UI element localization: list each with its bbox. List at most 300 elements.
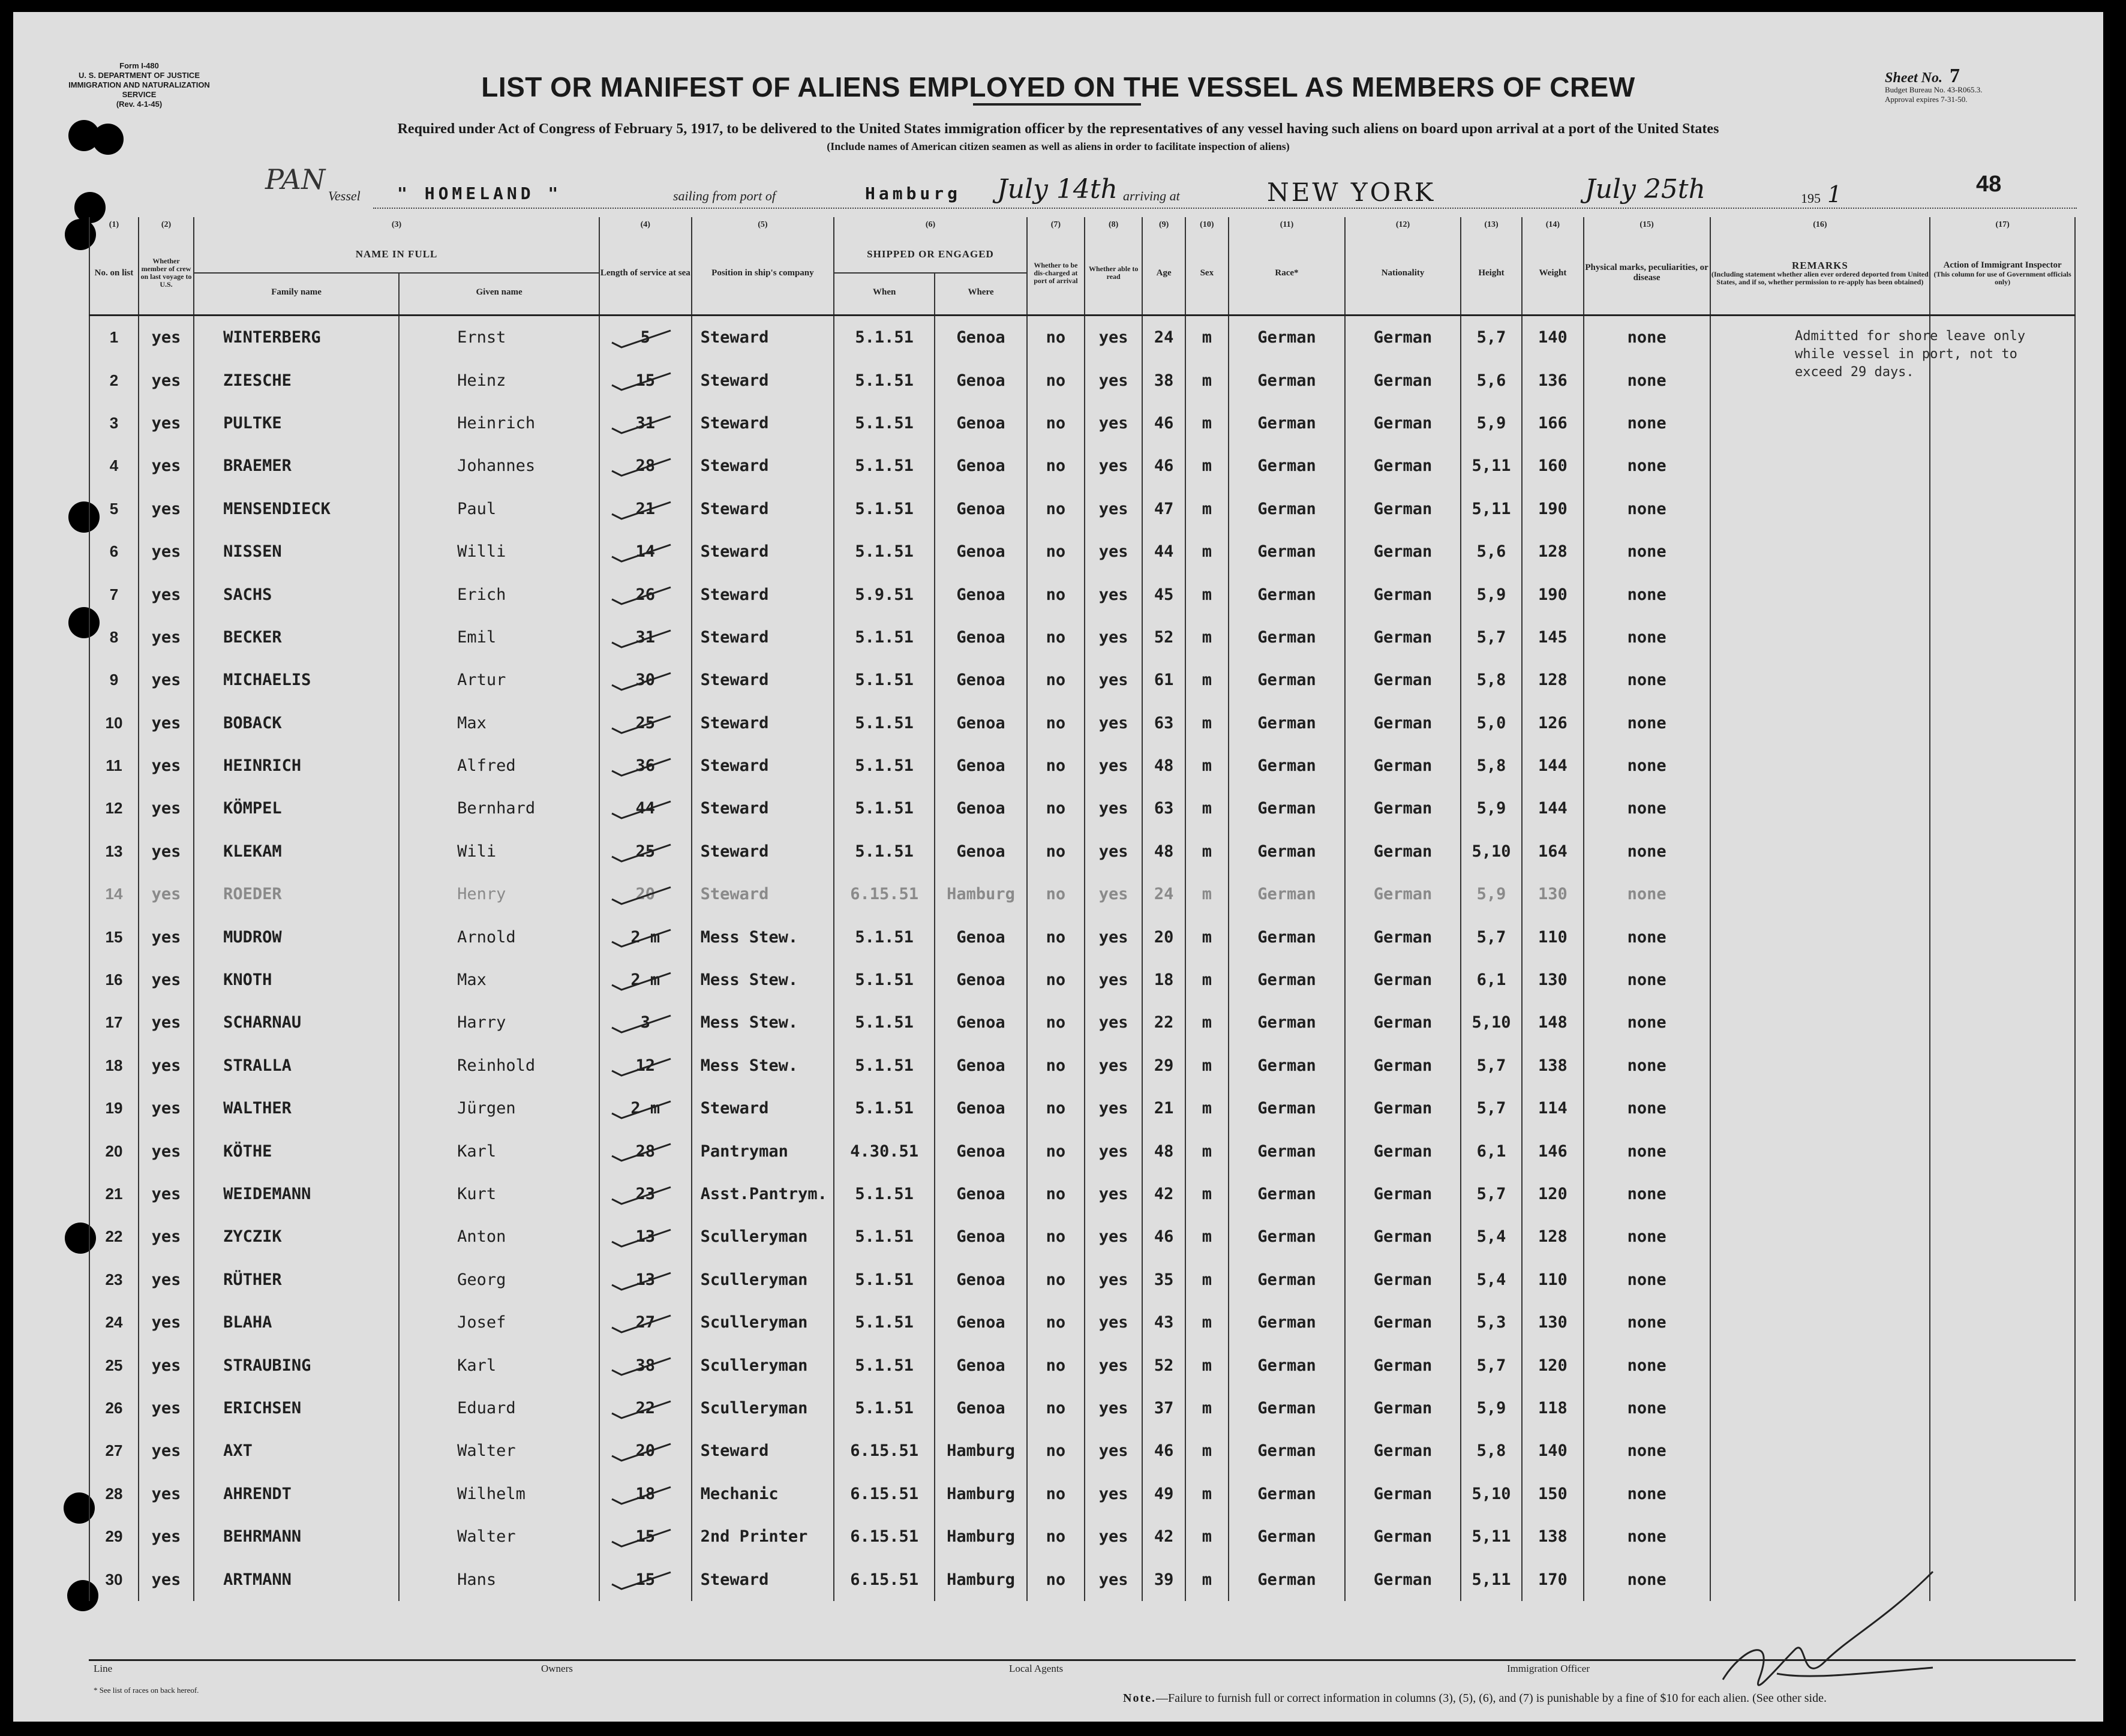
shipped-when-cell: 5.1.51 bbox=[834, 1259, 935, 1301]
shipped-when-cell: 5.1.51 bbox=[834, 830, 935, 873]
header-length-service: Length of service at sea bbox=[599, 235, 692, 311]
table-row bbox=[89, 702, 2075, 744]
departure-port: Hamburg bbox=[865, 184, 962, 203]
header-whether-member: Whether member of crew on last voyage to U.S. bbox=[139, 235, 194, 311]
remarks-cell bbox=[1710, 702, 1930, 744]
col-num-15: (15) bbox=[1584, 217, 1710, 235]
action-cell bbox=[1930, 444, 2075, 487]
length-service-cell bbox=[599, 959, 692, 1001]
nationality-cell: German bbox=[1345, 359, 1461, 401]
shipped-when-cell: 6.15.51 bbox=[834, 1515, 935, 1558]
physical-marks-cell: none bbox=[1584, 702, 1710, 744]
race-cell: German bbox=[1229, 659, 1346, 701]
shipped-when-cell: 6.15.51 bbox=[834, 873, 935, 915]
discharged-cell: no bbox=[1027, 1344, 1085, 1386]
shipped-where-cell: Genoa bbox=[935, 915, 1027, 958]
nationality-cell: German bbox=[1345, 1259, 1461, 1301]
family-name-cell: SCHARNAU bbox=[194, 1001, 399, 1044]
position-cell: Steward bbox=[692, 787, 834, 830]
given-name-cell: Ernst bbox=[399, 316, 599, 359]
footer-officer-label: Immigration Officer bbox=[1507, 1663, 1590, 1674]
age-cell: 52 bbox=[1142, 616, 1185, 659]
age-cell: 61 bbox=[1142, 659, 1185, 701]
able-read-cell: yes bbox=[1085, 1515, 1142, 1558]
remarks-cell bbox=[1710, 873, 1930, 915]
length-value: 30 bbox=[635, 671, 656, 690]
sheet-number-label: Sheet No. bbox=[1885, 70, 1942, 86]
sex-cell: m bbox=[1185, 1173, 1229, 1215]
sex-cell: m bbox=[1185, 1558, 1229, 1600]
able-read-cell: yes bbox=[1085, 1301, 1142, 1344]
length-value: 25 bbox=[635, 713, 656, 732]
family-name-cell: BOBACK bbox=[194, 702, 399, 744]
length-service-cell bbox=[599, 1558, 692, 1600]
remarks-line: exceed 29 days. bbox=[1795, 365, 1914, 380]
position-cell: 2nd Printer bbox=[692, 1515, 834, 1558]
remarks-cell bbox=[1710, 1259, 1930, 1301]
row-number: 12 bbox=[89, 787, 139, 830]
member-cell: yes bbox=[139, 830, 194, 873]
vessel-line-rule bbox=[373, 208, 2077, 209]
row-number: 9 bbox=[89, 659, 139, 701]
position-cell: Steward bbox=[692, 444, 834, 487]
position-cell: Mess Stew. bbox=[692, 1001, 834, 1044]
crew-manifest-table bbox=[89, 217, 2076, 1601]
sex-cell: m bbox=[1185, 616, 1229, 659]
given-name-cell: Johannes bbox=[399, 444, 599, 487]
table-row bbox=[89, 1301, 2075, 1344]
col-num-1: (1) bbox=[89, 217, 139, 235]
position-cell: Sculleryman bbox=[692, 1215, 834, 1258]
able-read-cell: yes bbox=[1085, 1173, 1142, 1215]
physical-marks-cell: none bbox=[1584, 1044, 1710, 1087]
height-cell: 5,6 bbox=[1461, 359, 1522, 401]
table-row bbox=[89, 1087, 2075, 1130]
age-cell: 46 bbox=[1142, 402, 1185, 444]
able-read-cell: yes bbox=[1085, 959, 1142, 1001]
given-name-cell: Alfred bbox=[399, 744, 599, 787]
weight-cell: 128 bbox=[1522, 530, 1583, 573]
remarks-cell bbox=[1710, 573, 1930, 615]
weight-cell: 130 bbox=[1522, 1301, 1583, 1344]
nationality-cell: German bbox=[1345, 1087, 1461, 1130]
header-action-title: Action of Immigrant Inspector bbox=[1943, 260, 2062, 270]
length-value: 21 bbox=[635, 499, 656, 518]
table-row bbox=[89, 488, 2075, 530]
member-cell: yes bbox=[139, 1515, 194, 1558]
length-value: 38 bbox=[635, 1356, 656, 1375]
row-number: 28 bbox=[89, 1473, 139, 1515]
weight-cell: 166 bbox=[1522, 402, 1583, 444]
weight-cell: 146 bbox=[1522, 1130, 1583, 1172]
table-row bbox=[89, 1130, 2075, 1172]
table-row bbox=[89, 659, 2075, 701]
family-name-cell: WEIDEMANN bbox=[194, 1173, 399, 1215]
position-cell: Steward bbox=[692, 359, 834, 401]
length-service-cell bbox=[599, 359, 692, 401]
given-name-cell: Heinrich bbox=[399, 402, 599, 444]
remarks-cell bbox=[1710, 1473, 1930, 1515]
able-read-cell: yes bbox=[1085, 616, 1142, 659]
table-row bbox=[89, 1044, 2075, 1087]
length-value: 28 bbox=[635, 456, 656, 476]
discharged-cell: no bbox=[1027, 1473, 1085, 1515]
sex-cell: m bbox=[1185, 1429, 1229, 1472]
height-cell: 5,11 bbox=[1461, 444, 1522, 487]
family-name-cell: NISSEN bbox=[194, 530, 399, 573]
discharged-cell: no bbox=[1027, 1001, 1085, 1044]
position-cell: Steward bbox=[692, 1087, 834, 1130]
physical-marks-cell: none bbox=[1584, 444, 1710, 487]
position-cell: Steward bbox=[692, 1558, 834, 1600]
weight-cell: 148 bbox=[1522, 1001, 1583, 1044]
physical-marks-cell: none bbox=[1584, 1087, 1710, 1130]
given-name-cell: Henry bbox=[399, 873, 599, 915]
race-cell: German bbox=[1229, 488, 1346, 530]
header-remarks-note: (Including statement whether alien ever ordered deported from United States, and if so, whether permission to re-apply has been obtained) bbox=[1711, 269, 1929, 286]
department-name: U. S. DEPARTMENT OF JUSTICE bbox=[79, 71, 200, 80]
given-name-cell: Erich bbox=[399, 573, 599, 615]
sex-cell: m bbox=[1185, 444, 1229, 487]
weight-cell: 144 bbox=[1522, 744, 1583, 787]
nationality-cell: German bbox=[1345, 1429, 1461, 1472]
year-suffix: 1 bbox=[1827, 181, 1842, 208]
race-cell: German bbox=[1229, 830, 1346, 873]
sex-cell: m bbox=[1185, 488, 1229, 530]
action-cell bbox=[1930, 830, 2075, 873]
action-cell bbox=[1930, 1044, 2075, 1087]
age-cell: 48 bbox=[1142, 744, 1185, 787]
given-name-cell: Kurt bbox=[399, 1173, 599, 1215]
race-cell: German bbox=[1229, 787, 1346, 830]
weight-cell: 110 bbox=[1522, 915, 1583, 958]
length-service-cell bbox=[599, 444, 692, 487]
discharged-cell: no bbox=[1027, 444, 1085, 487]
nationality-cell: German bbox=[1345, 616, 1461, 659]
physical-marks-cell: none bbox=[1584, 530, 1710, 573]
race-cell: German bbox=[1229, 1301, 1346, 1344]
height-cell: 5,7 bbox=[1461, 915, 1522, 958]
row-number: 20 bbox=[89, 1130, 139, 1172]
header-position: Position in ship's company bbox=[692, 235, 834, 311]
col-num-6: (6) bbox=[834, 217, 1027, 235]
sex-cell: m bbox=[1185, 1301, 1229, 1344]
remarks-cell bbox=[1710, 444, 1930, 487]
sex-cell: m bbox=[1185, 1215, 1229, 1258]
remarks-cell bbox=[1710, 744, 1930, 787]
table-row bbox=[89, 402, 2075, 444]
title-underline bbox=[973, 103, 1141, 106]
position-cell: Steward bbox=[692, 616, 834, 659]
row-number: 8 bbox=[89, 616, 139, 659]
table-row bbox=[89, 1001, 2075, 1044]
sex-cell: m bbox=[1185, 1001, 1229, 1044]
age-cell: 38 bbox=[1142, 359, 1185, 401]
race-cell: German bbox=[1229, 359, 1346, 401]
weight-cell: 110 bbox=[1522, 1259, 1583, 1301]
height-cell: 5,7 bbox=[1461, 1173, 1522, 1215]
action-cell bbox=[1930, 1473, 2075, 1515]
subtitle-note: (Include names of American citizen seamen as well as aliens in order to facilitate inspection of aliens) bbox=[827, 140, 1290, 152]
height-cell: 5,11 bbox=[1461, 1515, 1522, 1558]
physical-marks-cell: none bbox=[1584, 1215, 1710, 1258]
position-cell: Mess Stew. bbox=[692, 1044, 834, 1087]
row-number: 27 bbox=[89, 1429, 139, 1472]
shipped-where-cell: Genoa bbox=[935, 1173, 1027, 1215]
action-cell bbox=[1930, 659, 2075, 701]
member-cell: yes bbox=[139, 1130, 194, 1172]
table-row bbox=[89, 616, 2075, 659]
header-action-inspector bbox=[1930, 235, 2075, 311]
arriving-label: arriving at bbox=[1123, 188, 1180, 203]
position-cell: Sculleryman bbox=[692, 1387, 834, 1429]
given-name-cell: Paul bbox=[399, 488, 599, 530]
length-value: 14 bbox=[635, 542, 656, 561]
shipped-when-cell: 5.1.51 bbox=[834, 1087, 935, 1130]
weight-cell: 128 bbox=[1522, 659, 1583, 701]
position-cell: Steward bbox=[692, 573, 834, 615]
weight-cell: 138 bbox=[1522, 1044, 1583, 1087]
remarks-note bbox=[1795, 328, 2025, 382]
length-service-cell bbox=[599, 616, 692, 659]
nationality-cell: German bbox=[1345, 1515, 1461, 1558]
length-service-cell bbox=[599, 1087, 692, 1130]
sex-cell: m bbox=[1185, 1473, 1229, 1515]
header-discharged: Whether to be dis-charged at port of arrival bbox=[1027, 235, 1085, 311]
nationality-cell: German bbox=[1345, 915, 1461, 958]
header-race: Race* bbox=[1229, 235, 1346, 311]
table-row bbox=[89, 359, 2075, 401]
physical-marks-cell: none bbox=[1584, 359, 1710, 401]
race-cell: German bbox=[1229, 444, 1346, 487]
physical-marks-cell: none bbox=[1584, 659, 1710, 701]
shipped-where-cell: Genoa bbox=[935, 530, 1027, 573]
member-cell: yes bbox=[139, 1558, 194, 1600]
race-cell: German bbox=[1229, 1344, 1346, 1386]
physical-marks-cell: none bbox=[1584, 787, 1710, 830]
height-cell: 5,7 bbox=[1461, 316, 1522, 359]
discharged-cell: no bbox=[1027, 873, 1085, 915]
family-name-cell: KNOTH bbox=[194, 959, 399, 1001]
table-row bbox=[89, 959, 2075, 1001]
action-cell bbox=[1930, 573, 2075, 615]
sex-cell: m bbox=[1185, 787, 1229, 830]
discharged-cell: no bbox=[1027, 1558, 1085, 1600]
footer-note bbox=[1123, 1692, 1827, 1705]
family-name-cell: ARTMANN bbox=[194, 1558, 399, 1600]
discharged-cell: no bbox=[1027, 959, 1085, 1001]
physical-marks-cell: none bbox=[1584, 316, 1710, 359]
action-cell bbox=[1930, 744, 2075, 787]
length-value: 2 m bbox=[630, 1099, 660, 1118]
weight-cell: 190 bbox=[1522, 573, 1583, 615]
position-cell: Sculleryman bbox=[692, 1301, 834, 1344]
shipped-where-cell: Hamburg bbox=[935, 1429, 1027, 1472]
table-row bbox=[89, 1515, 2075, 1558]
shipped-when-cell: 6.15.51 bbox=[834, 1558, 935, 1600]
length-value: 36 bbox=[635, 756, 656, 776]
able-read-cell: yes bbox=[1085, 1429, 1142, 1472]
length-service-cell bbox=[599, 488, 692, 530]
discharged-cell: no bbox=[1027, 1515, 1085, 1558]
able-read-cell: yes bbox=[1085, 530, 1142, 573]
height-cell: 5,9 bbox=[1461, 402, 1522, 444]
given-name-cell: Josef bbox=[399, 1301, 599, 1344]
given-name-cell: Artur bbox=[399, 659, 599, 701]
discharged-cell: no bbox=[1027, 359, 1085, 401]
length-service-cell bbox=[599, 1473, 692, 1515]
length-service-cell bbox=[599, 744, 692, 787]
able-read-cell: yes bbox=[1085, 444, 1142, 487]
length-value: 25 bbox=[635, 842, 656, 861]
position-cell: Steward bbox=[692, 830, 834, 873]
discharged-cell: no bbox=[1027, 488, 1085, 530]
given-name-cell: Hans bbox=[399, 1558, 599, 1600]
position-cell: Steward bbox=[692, 530, 834, 573]
shipped-when-cell: 5.1.51 bbox=[834, 488, 935, 530]
nationality-cell: German bbox=[1345, 744, 1461, 787]
row-number: 29 bbox=[89, 1515, 139, 1558]
length-service-cell bbox=[599, 1387, 692, 1429]
discharged-cell: no bbox=[1027, 402, 1085, 444]
position-cell: Steward bbox=[692, 316, 834, 359]
age-cell: 29 bbox=[1142, 1044, 1185, 1087]
member-cell: yes bbox=[139, 787, 194, 830]
remarks-cell bbox=[1710, 530, 1930, 573]
header-age: Age bbox=[1142, 235, 1185, 311]
col-num-17: (17) bbox=[1930, 217, 2075, 235]
sheet-number-value: 7 bbox=[1950, 65, 1960, 87]
nationality-cell: German bbox=[1345, 659, 1461, 701]
position-cell: Steward bbox=[692, 702, 834, 744]
length-service-cell bbox=[599, 787, 692, 830]
remarks-cell bbox=[1710, 659, 1930, 701]
length-service-cell bbox=[599, 702, 692, 744]
age-cell: 45 bbox=[1142, 573, 1185, 615]
budget-info bbox=[1885, 85, 1982, 104]
col-num-11: (11) bbox=[1229, 217, 1346, 235]
discharged-cell: no bbox=[1027, 915, 1085, 958]
row-number: 14 bbox=[89, 873, 139, 915]
able-read-cell: yes bbox=[1085, 744, 1142, 787]
shipped-when-cell: 5.1.51 bbox=[834, 1173, 935, 1215]
weight-cell: 130 bbox=[1522, 959, 1583, 1001]
row-number: 1 bbox=[89, 316, 139, 359]
sex-cell: m bbox=[1185, 1515, 1229, 1558]
given-name-cell: Georg bbox=[399, 1259, 599, 1301]
remarks-cell bbox=[1710, 1173, 1930, 1215]
departure-date: July 14th bbox=[997, 174, 1118, 205]
col-num-4: (4) bbox=[599, 217, 692, 235]
sex-cell: m bbox=[1185, 1259, 1229, 1301]
nationality-cell: German bbox=[1345, 1558, 1461, 1600]
able-read-cell: yes bbox=[1085, 1558, 1142, 1600]
age-cell: 52 bbox=[1142, 1344, 1185, 1386]
shipped-when-cell: 5.1.51 bbox=[834, 616, 935, 659]
row-number: 13 bbox=[89, 830, 139, 873]
nationality-cell: German bbox=[1345, 1344, 1461, 1386]
length-service-cell bbox=[599, 1001, 692, 1044]
col-num-9: (9) bbox=[1142, 217, 1185, 235]
member-cell: yes bbox=[139, 444, 194, 487]
given-name-cell: Karl bbox=[399, 1344, 599, 1386]
action-cell bbox=[1930, 1429, 2075, 1472]
shipped-when-cell: 5.1.51 bbox=[834, 1387, 935, 1429]
member-cell: yes bbox=[139, 402, 194, 444]
length-value: 31 bbox=[635, 413, 656, 433]
family-name-cell: AHRENDT bbox=[194, 1473, 399, 1515]
able-read-cell: yes bbox=[1085, 488, 1142, 530]
discharged-cell: no bbox=[1027, 787, 1085, 830]
age-cell: 48 bbox=[1142, 830, 1185, 873]
given-name-cell: Wilhelm bbox=[399, 1473, 599, 1515]
given-name-cell: Wili bbox=[399, 830, 599, 873]
shipped-when-cell: 5.1.51 bbox=[834, 1044, 935, 1087]
col-num-14: (14) bbox=[1522, 217, 1583, 235]
able-read-cell: yes bbox=[1085, 1344, 1142, 1386]
sex-cell: m bbox=[1185, 915, 1229, 958]
remarks-cell bbox=[1710, 402, 1930, 444]
length-service-cell bbox=[599, 830, 692, 873]
weight-cell: 128 bbox=[1522, 1215, 1583, 1258]
sex-cell: m bbox=[1185, 659, 1229, 701]
shipped-when-cell: 5.1.51 bbox=[834, 659, 935, 701]
able-read-cell: yes bbox=[1085, 1087, 1142, 1130]
action-cell bbox=[1930, 1259, 2075, 1301]
remarks-cell bbox=[1710, 1429, 1930, 1472]
action-cell bbox=[1930, 1215, 2075, 1258]
col-num-10: (10) bbox=[1185, 217, 1229, 235]
physical-marks-cell: none bbox=[1584, 1344, 1710, 1386]
shipped-when-cell: 5.1.51 bbox=[834, 1001, 935, 1044]
sex-cell: m bbox=[1185, 530, 1229, 573]
shipped-where-cell: Genoa bbox=[935, 1301, 1027, 1344]
nationality-cell: German bbox=[1345, 1001, 1461, 1044]
physical-marks-cell: none bbox=[1584, 959, 1710, 1001]
member-cell: yes bbox=[139, 659, 194, 701]
row-number: 22 bbox=[89, 1215, 139, 1258]
family-name-cell: AXT bbox=[194, 1429, 399, 1472]
row-number: 15 bbox=[89, 915, 139, 958]
family-name-cell: BEHRMANN bbox=[194, 1515, 399, 1558]
shipped-where-cell: Genoa bbox=[935, 1344, 1027, 1386]
length-value: 23 bbox=[635, 1185, 656, 1203]
height-cell: 5,7 bbox=[1461, 616, 1522, 659]
sex-cell: m bbox=[1185, 744, 1229, 787]
race-cell: German bbox=[1229, 873, 1346, 915]
shipped-when-cell: 5.9.51 bbox=[834, 573, 935, 615]
discharged-cell: no bbox=[1027, 1130, 1085, 1172]
age-cell: 18 bbox=[1142, 959, 1185, 1001]
age-cell: 46 bbox=[1142, 1429, 1185, 1472]
table-row bbox=[89, 915, 2075, 958]
shipped-where-cell: Genoa bbox=[935, 402, 1027, 444]
header-physical-marks: Physical marks, peculiarities, or disease bbox=[1584, 235, 1710, 311]
height-cell: 5,9 bbox=[1461, 1387, 1522, 1429]
page-number: 48 bbox=[1976, 172, 2002, 197]
member-cell: yes bbox=[139, 1344, 194, 1386]
table-row bbox=[89, 444, 2075, 487]
remarks-cell bbox=[1710, 1344, 1930, 1386]
table-row bbox=[89, 830, 2075, 873]
shipped-when-cell: 5.1.51 bbox=[834, 316, 935, 359]
shipped-when-cell: 6.15.51 bbox=[834, 1429, 935, 1472]
row-number: 4 bbox=[89, 444, 139, 487]
family-name-cell: WINTERBERG bbox=[194, 316, 399, 359]
sailing-label: sailing from port of bbox=[673, 188, 776, 203]
sex-cell: m bbox=[1185, 1344, 1229, 1386]
height-cell: 5,11 bbox=[1461, 1558, 1522, 1600]
